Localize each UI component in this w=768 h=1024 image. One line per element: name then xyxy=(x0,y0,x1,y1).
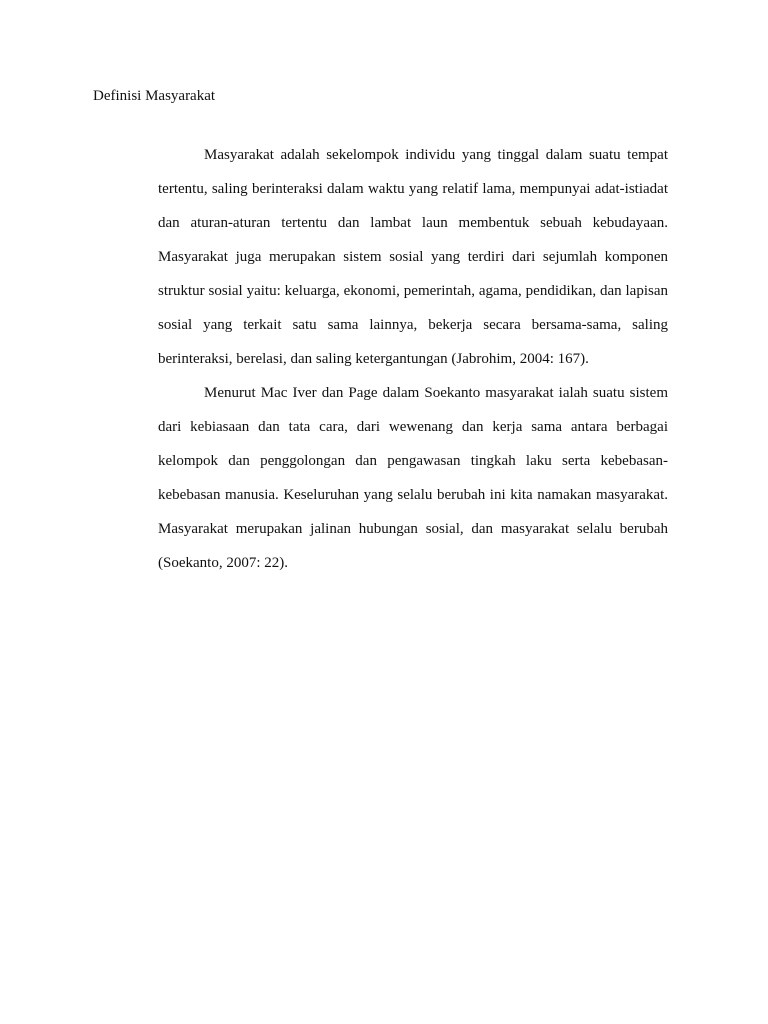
document-heading: Definisi Masyarakat xyxy=(93,88,216,104)
paragraph-definition: Masyarakat adalah sekelompok individu yang tinggal dalam suatu tempat tertentu, saling berinteraksi dalam waktu yang relatif lama, mempunyai adat-istiadat dan aturan-aturan tertentu dan lambat laun membentuk sebuah kebudayaan. Masyarakat juga merupakan sistem sosial yang terdiri dari sejumlah komponen struktur sosial yaitu: keluarga, ekonomi, pemerintah, agama, pendidikan, dan lapisan sosial yang terkait satu sama lainnya, bekerja secara bersama-sama, saling berinteraksi, berelasi, dan saling ketergantungan (Jabrohim, 2004: 167). xyxy=(158,147,668,367)
paragraph-mac-iver-page: Menurut Mac Iver dan Page dalam Soekanto masyarakat ialah suatu sistem dari kebiasaan dan tata cara, dari wewenang dan kerja sama antara berbagai kelompok dan penggolongan dan pengawasan tingkah laku serta kebebasan-kebebasan manusia. Keseluruhan yang selalu berubah ini kita namakan masyarakat. Masyarakat merupakan jalinan hubungan sosial, dan masyarakat selalu berubah (Soekanto, 2007: 22). xyxy=(158,385,668,571)
document-body xyxy=(158,138,668,580)
